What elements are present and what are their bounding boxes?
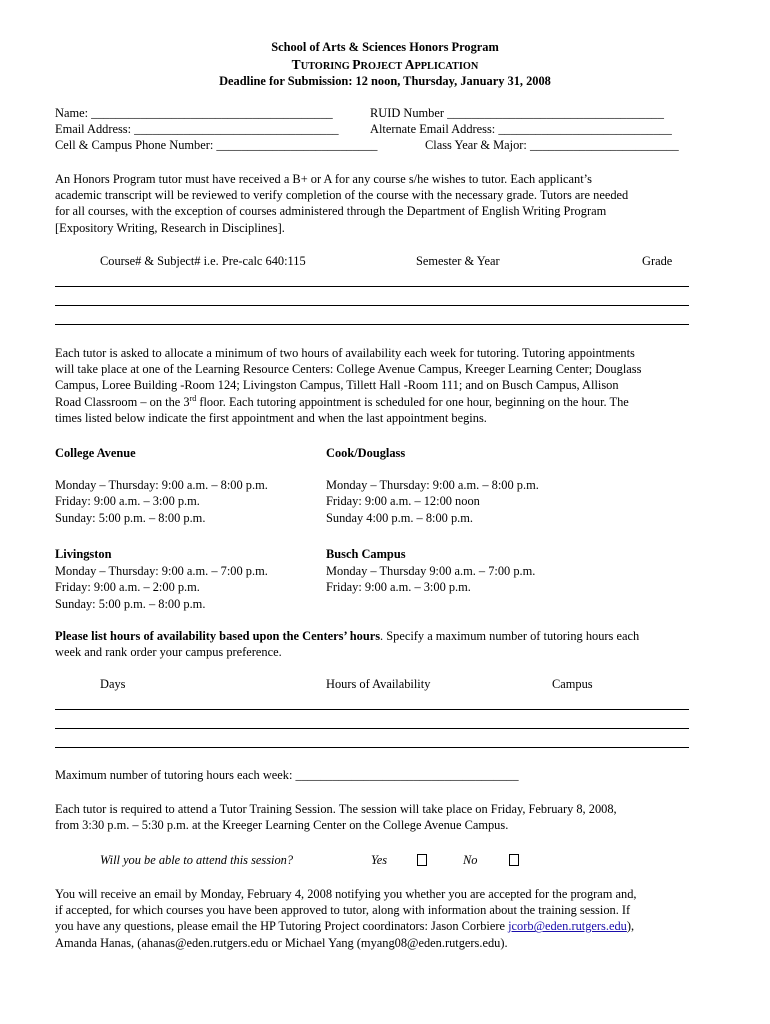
training-question: Will you be able to attend this session? xyxy=(100,853,294,867)
course-column-header: Course# & Subject# i.e. Pre-calc 640:115 xyxy=(100,254,306,268)
hours-column-header: Hours of Availability xyxy=(326,677,431,691)
availability-entry-line[interactable] xyxy=(55,747,689,748)
phone-field[interactable]: Cell & Campus Phone Number: __________________________ xyxy=(55,138,378,152)
course-entry-line[interactable] xyxy=(55,324,689,325)
yes-label: Yes xyxy=(371,853,388,867)
course-entry-line[interactable] xyxy=(55,305,689,306)
no-label: No xyxy=(463,853,478,867)
semester-column-header: Semester & Year xyxy=(416,254,500,268)
training-paragraph: Each tutor is required to attend a Tutor Training Session. The session will take place on Friday, February 8, 2008, from 3:30 p.m. – 5:30 p.m. at the Kreeger Learning Center on the College Avenue Campus. xyxy=(55,802,617,833)
college-avenue-hours: College Avenue Monday – Thursday: 9:00 a.m. – 8:00 p.m. Friday: 9:00 a.m. – 3:00 p.m. Sunday: 5:00 p.m. – 8:00 p.m. xyxy=(55,446,268,525)
days-column-header: Days xyxy=(100,677,126,691)
availability-entry-line[interactable] xyxy=(55,728,689,729)
livingston-hours: Livingston Monday – Thursday: 9:00 a.m. – 7:00 p.m. Friday: 9:00 a.m. – 2:00 p.m. Sunday: 5:00 p.m. – 8:00 p.m. xyxy=(55,547,268,611)
cook-douglass-hours: Cook/Douglass Monday – Thursday: 9:00 a.m. – 8:00 p.m. Friday: 9:00 a.m. – 12:00 noon Sunday 4:00 p.m. – 8:00 p.m. xyxy=(326,446,539,525)
yes-checkbox[interactable] xyxy=(417,854,427,869)
eligibility-paragraph: An Honors Program tutor must have received a B+ or A for any course s/he wishes to tutor. Each applicant’s academic transcript will be reviewed to verify completion of the course with the necessary grade. Tutors are needed for all courses, with the exception of courses administered through the Department of English Writing Program [Expository Writing, Research in Disciplines]. xyxy=(55,172,629,235)
tutoring-centers-paragraph: Each tutor is asked to allocate a minimum of two hours of availability each week for tutoring. Tutoring appointments will take place at one of the Learning Resource Centers: College Avenue Campus, Kreeger Learning Center; Douglass Campus, Loree Building -Room 124; Livingston Campus, Tillett Hall -Room 111; and on Busch Campus, Allison Road Classroom – on the 3rd floor. Each tutoring appointment is scheduled for one hour, beginning on the hour. The times listed below indicate the first appointment and when the last appointment begins. xyxy=(55,346,642,425)
coordinator-email-link[interactable]: jcorb@eden.rutgers.edu xyxy=(508,919,627,934)
course-entry-line[interactable] xyxy=(55,286,689,287)
name-field[interactable]: Name: _______________________________________ xyxy=(55,106,333,120)
alternate-email-field[interactable]: Alternate Email Address: ____________________________ xyxy=(370,122,672,136)
busch-hours: Busch Campus Monday – Thursday 9:00 a.m. – 7:00 p.m. Friday: 9:00 a.m. – 3:00 p.m. xyxy=(326,547,536,594)
submission-deadline: Deadline for Submission: 12 noon, Thursday, January 31, 2008 xyxy=(219,74,551,88)
availability-instructions: Please list hours of availability based upon the Centers’ hours. Specify a maximum number of tutoring hours each week and rank order your campus preference. xyxy=(55,629,640,660)
grade-column-header: Grade xyxy=(642,254,673,268)
form-subtitle: TUTORING PROJECT APPLICATION xyxy=(291,57,479,72)
no-checkbox[interactable] xyxy=(509,854,519,869)
campus-column-header: Campus xyxy=(552,677,593,691)
class-year-major-field[interactable]: Class Year & Major: ________________________ xyxy=(425,138,679,152)
availability-entry-line[interactable] xyxy=(55,709,689,710)
email-field[interactable]: Email Address: _________________________________ xyxy=(55,122,339,136)
form-title: School of Arts & Sciences Honors Program xyxy=(271,40,499,54)
closing-paragraph: You will receive an email by Monday, February 4, 2008 notifying you whether you are accepted for the program and, if accepted, for which courses you have been approved to tutor, along with information about the training session. If you have any questions, please email the HP Tutoring Project coordinators: Jason Corbiere jcorb@eden.rutgers.edu), Amanda Hanas, (ahanas@eden.rutgers.edu or Michael Yang (myang08@eden.rutgers.edu). xyxy=(55,887,637,950)
ruid-field[interactable]: RUID Number ___________________________________ xyxy=(370,106,664,120)
max-hours-field[interactable]: Maximum number of tutoring hours each week: ____________________________________ xyxy=(55,768,519,782)
